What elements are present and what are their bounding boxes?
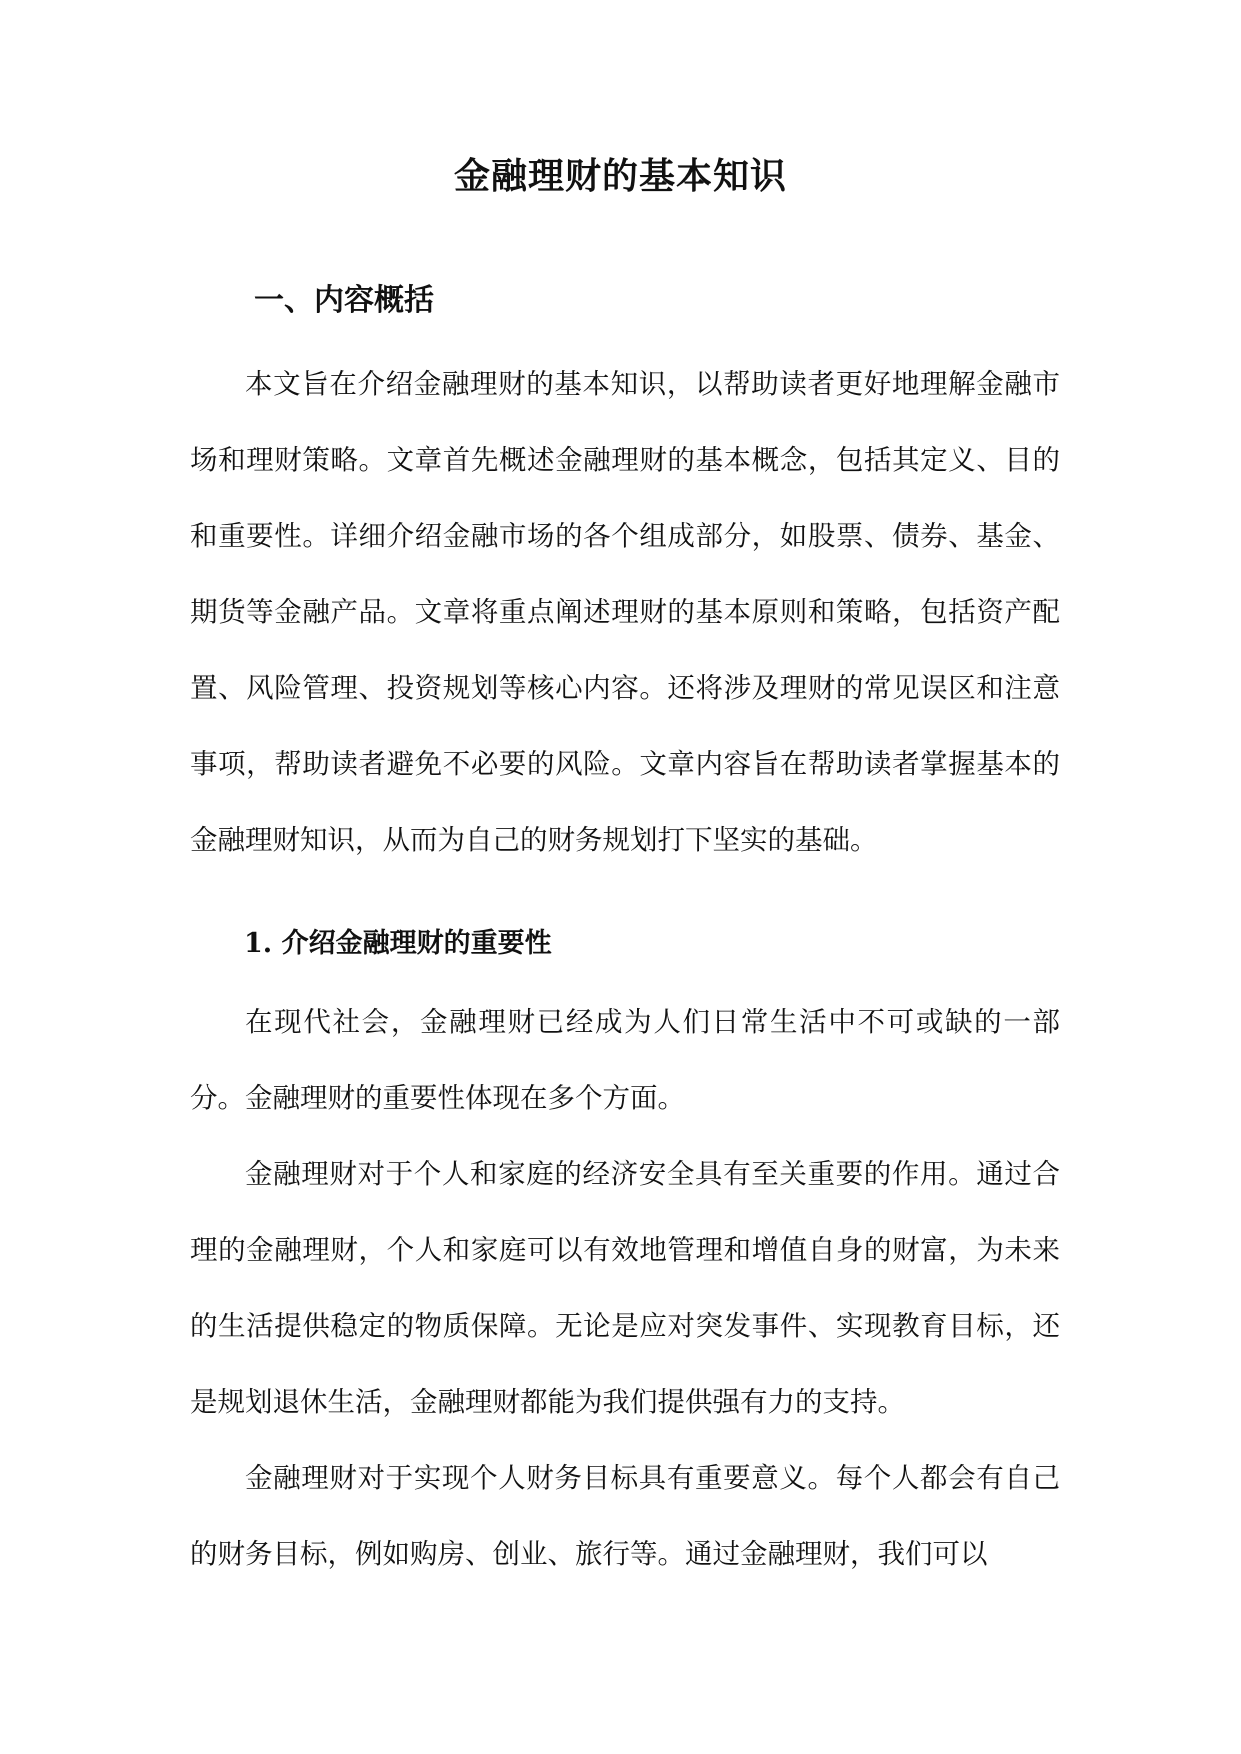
section-heading: 一、内容概括 [254, 283, 434, 318]
subsection-heading: 1. 介绍金融理财的重要性 [244, 928, 552, 959]
body-paragraph: 在现代社会，金融理财已经成为人们日常生活中不可或缺的一部分。金融理财的重要性体现在多个方面。 [190, 1006, 1060, 1114]
document-title: 金融理财的基本知识 [453, 155, 787, 197]
body-paragraph: 金融理财对于个人和家庭的经济安全具有至关重要的作用。通过合理的金融理财，个人和家庭可以有效地管理和增值自身的财富，为未来的生活提供稳定的物质保障。无论是应对突发事件、实现教育目标，还是规划退休生活，金融理财都能为我们提供强有力的支持。 [190, 1158, 1060, 1418]
body-paragraph: 金融理财对于实现个人财务目标具有重要意义。每个人都会有自己的财务目标，例如购房、创业、旅行等。通过金融理财，我们可以 [190, 1462, 1060, 1570]
intro-paragraph: 本文旨在介绍金融理财的基本知识，以帮助读者更好地理解金融市场和理财策略。文章首先概述金融理财的基本概念，包括其定义、目的和重要性。详细介绍金融市场的各个组成部分，如股票、债券、基金、期货等金融产品。文章将重点阐述理财的基本原则和策略，包括资产配置、风险管理、投资规划等核心内容。还将涉及理财的常见误区和注意事项，帮助读者避免不必要的风险。文章内容旨在帮助读者掌握基本的金融理财知识，从而为自己的财务规划打下坚实的基础。 [190, 368, 1060, 856]
